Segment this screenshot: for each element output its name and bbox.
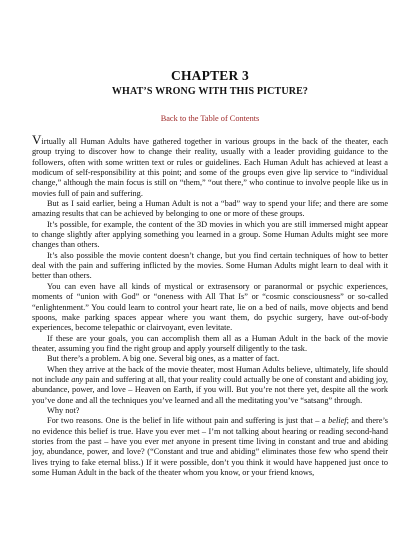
chapter-subtitle: WHAT’S WRONG WITH THIS PICTURE? xyxy=(111,86,309,97)
paragraph-9: Why not? xyxy=(47,405,80,415)
table-of-contents-link[interactable]: Back to the Table of Contents xyxy=(160,114,260,123)
paragraph-10-text-b: ; and there’s no evidence this belief is true. Have you ever met – I’m not talking about hearing or reading second-hand stories from the past – have you ever xyxy=(32,416,388,446)
paragraph-8-emphasis: any xyxy=(71,374,84,384)
chapter-heading: CHAPTER 3 xyxy=(171,68,249,83)
paragraph-8-text-b: pain and suffering at all, that your reality could actually be one of constant and abiding joy, abundance, power, and love – Heaven on Earth, if you will. But you’re not there yet, despite all the work you’ve done and all the techniques you’ve learned and all the meditating you’ve “satsang” through. xyxy=(32,374,389,405)
paragraph-2: But as I said earlier, being a Human Adult is not a “bad” way to spend your life; and there are some amazing results that can be achieved by belonging to one or more of these groups. xyxy=(32,199,388,219)
paragraph-10-text-a: For two reasons. One is the belief in life without pain and suffering is just that – a xyxy=(47,416,329,426)
paragraph-6: If these are your goals, you can accomplish them all as a Human Adult in the back of the movie theater, assuming you find the right group and apply yourself diligently to the task. xyxy=(32,333,388,353)
paragraph-7: But there’s a problem. A big one. Several big ones, as a matter of fact. xyxy=(47,354,280,364)
paragraph-8-text-a: When they arrive at the back of the movie theater, most Human Adults believe, ultimately, life should not include xyxy=(32,364,388,384)
paragraph-1 xyxy=(32,132,388,199)
paragraph-10-text-c: anyone in present time living in constant and true and abiding joy, abundance, power, and love? (“Constant and true and abiding” eliminates those few who spend their lives trying to fake eternal bliss.) If it were possible, don’t you think it would have happened just once to some Human Adult in the back of the theater whom you know, or your friend knows, xyxy=(32,436,388,477)
paragraph-1-text: irtually all Human Adults have gathered together in various groups in the back of the theater, each group trying to discover how to change their reality, usually with a leader providing guidance to the followers, often with some written text or rules or guidelines. Each Human Adult has achieved at least a modicum of self-responsibility at this point; and some of the groups even give lip service to “individual change,” although the main focus is still on “them,” “out there,” who continue to involve people like us in movies full of pain and suffering. xyxy=(32,137,388,198)
drop-cap: V xyxy=(32,132,42,147)
paragraph-10-emphasis-1: belief xyxy=(328,416,347,426)
paragraph-3: It’s possible, for example, the content of the 3D movies in which you are still immersed might appear to change slightly after applying something you learned in a group. Some Human Adults might see more changes than others. xyxy=(32,219,388,250)
paragraph-10-emphasis-2: met xyxy=(161,436,174,446)
paragraph-5: You can even have all kinds of mystical or extrasensory or paranormal or psychic experiences, moments of “union with God” or “oneness with All That Is” or “cosmic consciousness” or so-called “enlightenment.” You could learn to control your heart rate, lie on a bed of nails, move objects and bend spoons, make parking spaces appear where you want them, do psychic surgery, have out-of-body experiences, become telepathic or clairvoyant, even levitate. xyxy=(32,281,388,333)
paragraph-4: It’s also possible the movie content doesn’t change, but you find certain techniques of how to better deal with the pain and suffering inflicted by the movies. Some Human Adults might learn to deal with it better than others. xyxy=(32,250,388,281)
paragraph-8 xyxy=(32,365,388,406)
paragraph-10 xyxy=(32,416,388,478)
